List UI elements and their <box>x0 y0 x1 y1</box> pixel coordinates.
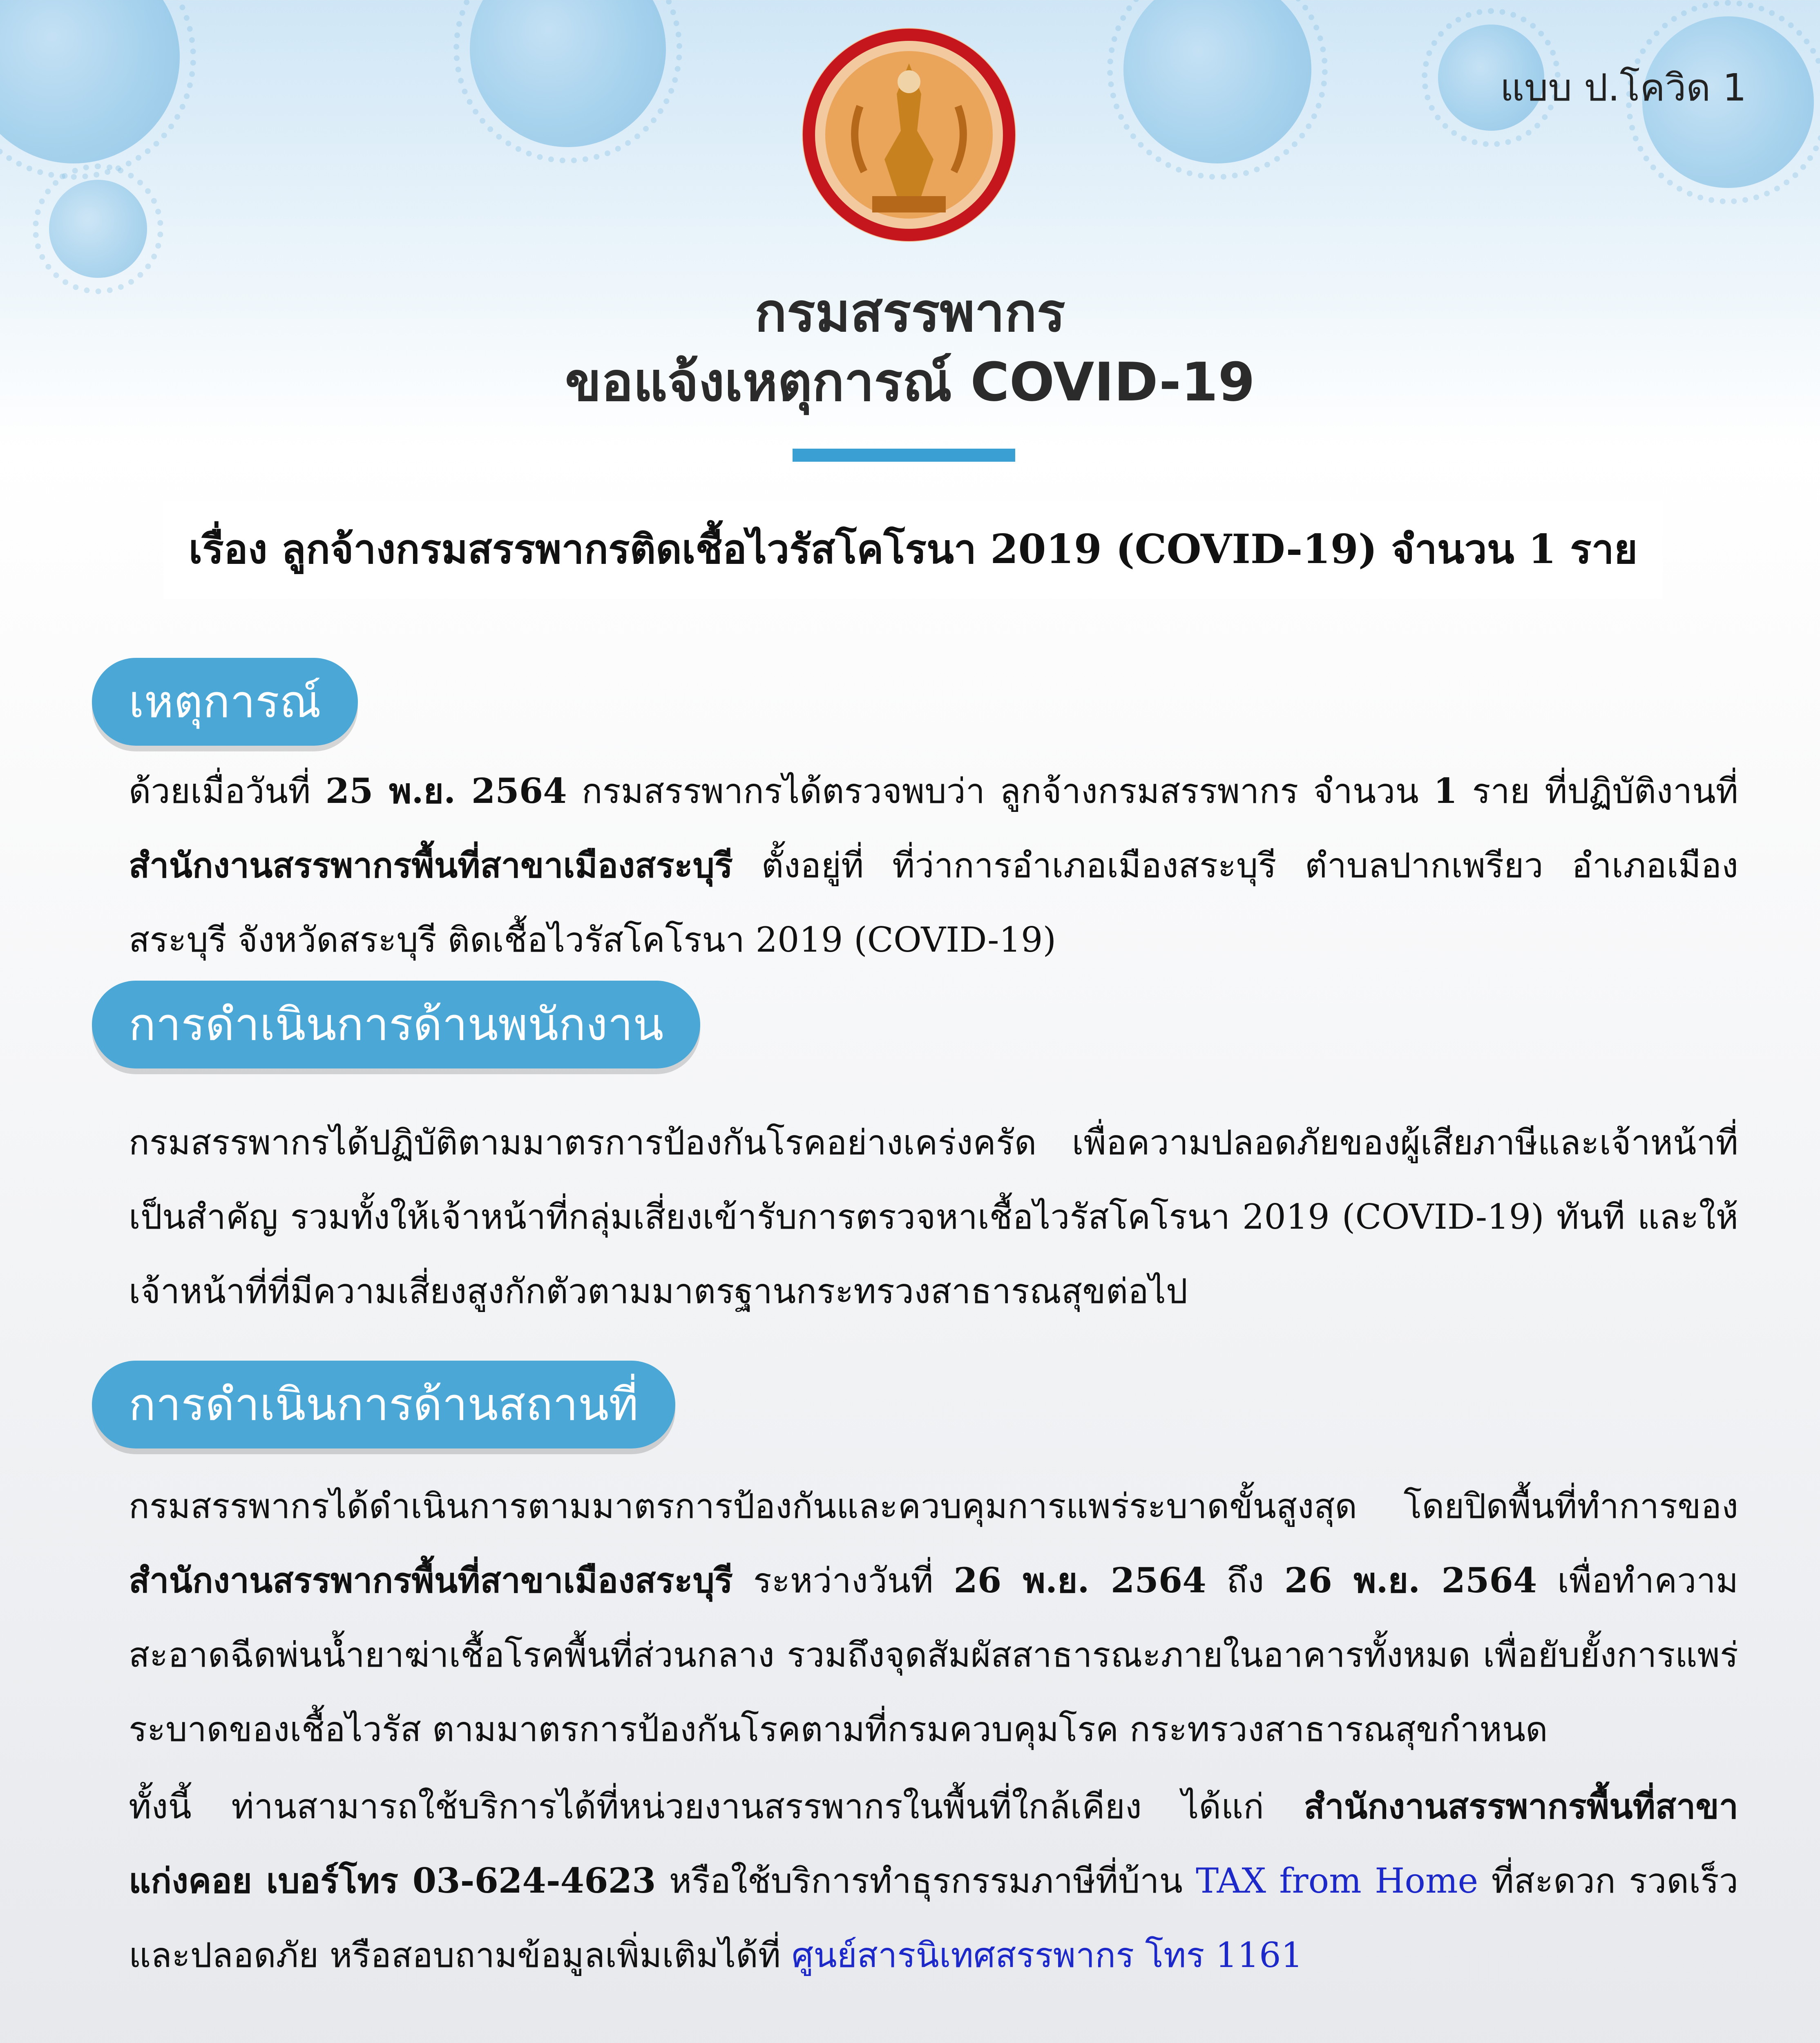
section-heading-staff: การดำเนินการด้านพนักงาน <box>92 981 700 1068</box>
revenue-department-emblem <box>799 25 1019 245</box>
virus-decoration <box>49 180 147 278</box>
tax-from-home-link[interactable]: TAX from Home <box>1196 1861 1478 1901</box>
virus-decoration <box>1123 0 1311 163</box>
staff-paragraph: กรมสรรพากรได้ปฏิบัติตามมาตรการป้องกันโรคอย่างเคร่งครัด เพื่อความปลอดภัยของผู้เสียภาษีและเจ้าหน้าที่เป็นสำคัญ รวมทั้งให้เจ้าหน้าที่กลุ่มเสี่ยงเข้ารับการตรวจหาเชื้อไวรัสโคโรนา 2019 (COVID-19) ทันที และให้เจ้าหน้าที่ที่มีความเสี่ยงสูงกักตัวตามมาตรฐานกระทรวงสาธารณสุขต่อไป <box>129 1122 1738 1311</box>
subject-line: เรื่อง ลูกจ้างกรมสรรพากรติดเชื้อไวรัสโคโรนา 2019 (COVID-19) จำนวน 1 ราย <box>163 501 1663 599</box>
contact-center-link[interactable]: ศูนย์สารนิเทศสรรพากร โทร 1161 <box>791 1935 1303 1975</box>
form-code: แบบ ป.โควิด 1 <box>1500 66 1746 110</box>
premises-paragraph-2: ทั้งนี้ ท่านสามารถใช้บริการได้ที่หน่วยงานสรรพากรในพื้นที่ใกล้เคียง ได้แก่ สำนักงานสรรพากรพื้นที่สาขาแก่งคอย เบอร์โทร 03-624-4623 หรือใช้บริการทำธุรกรรมภาษีที่บ้าน TAX from Home ที่สะดวก รวดเร็ว และปลอดภัย หรือสอบถามข้อมูลเพิ่มเติมได้ที่ ศูนย์สารนิเทศสรรพากร โทร 1161 <box>129 1786 1738 1975</box>
section-heading-incident: เหตุการณ์ <box>92 658 358 746</box>
title-block <box>0 278 1820 417</box>
virus-decoration <box>0 0 180 163</box>
section-heading-premises: การดำเนินการด้านสถานที่ <box>92 1361 675 1448</box>
title-line-1: กรมสรรพากร <box>755 282 1065 344</box>
title-divider <box>793 449 1015 462</box>
premises-paragraph-1: กรมสรรพากรได้ดำเนินการตามมาตรการป้องกันและควบคุมการแพร่ระบาดขั้นสูงสุด โดยปิดพื้นที่ทำการของ สำนักงานสรรพากรพื้นที่สาขาเมืองสระบุรี ระหว่างวันที่ 26 พ.ย. 2564 ถึง 26 พ.ย. 2564 เพื่อทำความสะอาดฉีดพ่นน้ำยาฆ่าเชื้อโรคพื้นที่ส่วนกลาง รวมถึงจุดสัมผัสสาธารณะภายในอาคารทั้งหมด เพื่อยับยั้งการแพร่ระบาดของเชื้อไวรัส ตามมาตรการป้องกันโรคตามที่กรมควบคุมโรค กระทรวงสาธารณสุขกำหนด <box>129 1486 1739 1749</box>
virus-decoration <box>470 0 666 147</box>
title-line-2: ขอแจ้งเหตุการณ์ COVID-19 <box>565 351 1255 413</box>
incident-paragraph: ด้วยเมื่อวันที่ 25 พ.ย. 2564 กรมสรรพากรได้ตรวจพบว่า ลูกจ้างกรมสรรพากร จำนวน 1 ราย ที่ปฏิบัติงานที่ สำนักงานสรรพากรพื้นที่สาขาเมืองสระบุรี ตั้งอยู่ที่ ที่ว่าการอำเภอเมืองสระบุรี ตำบลปากเพรียว อำเภอเมืองสระบุรี จังหวัดสระบุรี ติดเชื้อไวรัสโคโรนา 2019 (COVID-19) <box>129 771 1739 960</box>
